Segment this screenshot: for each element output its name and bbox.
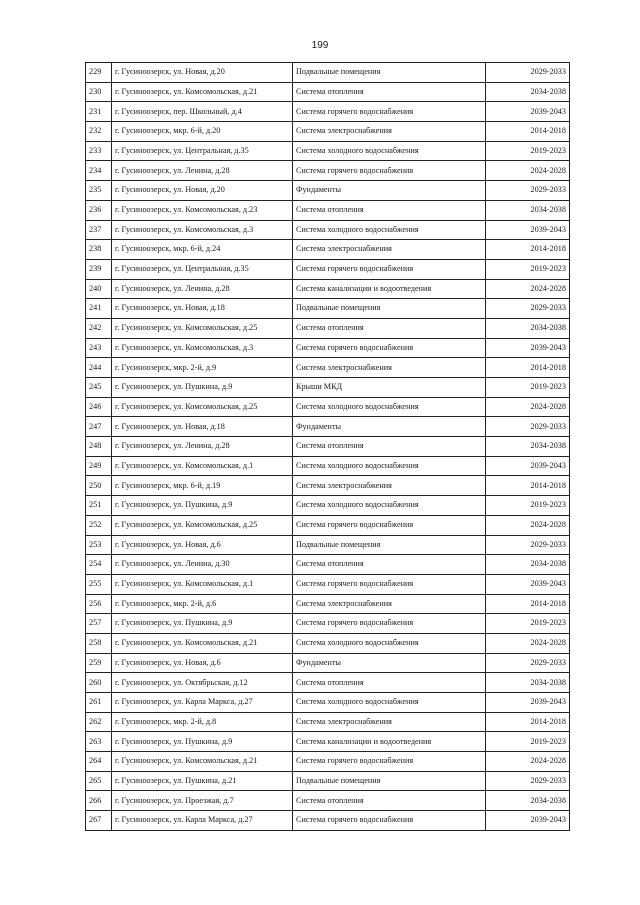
table-row <box>86 63 570 83</box>
table-row <box>86 279 570 299</box>
period-cell: 2029-2033 <box>486 771 570 791</box>
period-cell: 2014-2018 <box>486 712 570 732</box>
address-cell: г. Гусиноозерск, ул. Новая, д.6 <box>112 653 293 673</box>
period-cell: 2024-2028 <box>486 279 570 299</box>
row-number: 231 <box>86 102 112 122</box>
row-number: 254 <box>86 555 112 575</box>
table-row <box>86 102 570 122</box>
table-row <box>86 496 570 516</box>
building-system-cell: Система горячего водоснабжения <box>293 338 486 358</box>
building-system-cell: Система горячего водоснабжения <box>293 752 486 772</box>
address-cell: г. Гусиноозерск, ул. Комсомольская, д.21 <box>112 752 293 772</box>
period-cell: 2039-2043 <box>486 220 570 240</box>
table-row <box>86 456 570 476</box>
period-cell: 2019-2023 <box>486 614 570 634</box>
period-cell: 2034-2038 <box>486 200 570 220</box>
table-row <box>86 437 570 457</box>
address-cell: г. Гусиноозерск, ул. Пушкина, д.9 <box>112 496 293 516</box>
address-cell: г. Гусиноозерск, ул. Ленина, д.28 <box>112 161 293 181</box>
row-number: 250 <box>86 476 112 496</box>
address-cell: г. Гусиноозерск, ул. Проезжая, д.7 <box>112 791 293 811</box>
table-row <box>86 515 570 535</box>
period-cell: 2024-2028 <box>486 161 570 181</box>
row-number: 234 <box>86 161 112 181</box>
table-row <box>86 338 570 358</box>
period-cell: 2039-2043 <box>486 338 570 358</box>
address-cell: г. Гусиноозерск, ул. Карла Маркса, д.27 <box>112 693 293 713</box>
table-row <box>86 476 570 496</box>
row-number: 241 <box>86 299 112 319</box>
address-cell: г. Гусиноозерск, мкр. 6-й, д.19 <box>112 476 293 496</box>
period-cell: 2014-2018 <box>486 594 570 614</box>
table-row <box>86 653 570 673</box>
building-system-cell: Система отопления <box>293 200 486 220</box>
address-cell: г. Гусиноозерск, ул. Комсомольская, д.25 <box>112 397 293 417</box>
table-row <box>86 417 570 437</box>
row-number: 233 <box>86 141 112 161</box>
period-cell: 2039-2043 <box>486 574 570 594</box>
row-number: 249 <box>86 456 112 476</box>
building-system-cell: Система горячего водоснабжения <box>293 259 486 279</box>
table-row <box>86 82 570 102</box>
table-row <box>86 378 570 398</box>
building-system-cell: Система горячего водоснабжения <box>293 574 486 594</box>
building-system-cell: Подвальные помещения <box>293 299 486 319</box>
period-cell: 2014-2018 <box>486 358 570 378</box>
table-row <box>86 594 570 614</box>
address-cell: г. Гусиноозерск, ул. Ленина, д.28 <box>112 437 293 457</box>
building-system-cell: Система отопления <box>293 82 486 102</box>
period-cell: 2024-2028 <box>486 397 570 417</box>
building-system-cell: Система горячего водоснабжения <box>293 811 486 831</box>
address-cell: г. Гусиноозерск, ул. Комсомольская, д.3 <box>112 338 293 358</box>
table-body <box>86 63 570 831</box>
address-cell: г. Гусиноозерск, пер. Школьный, д.4 <box>112 102 293 122</box>
period-cell: 2019-2023 <box>486 378 570 398</box>
building-system-cell: Фундаменты <box>293 181 486 201</box>
period-cell: 2019-2023 <box>486 259 570 279</box>
building-system-cell: Система холодного водоснабжения <box>293 496 486 516</box>
row-number: 264 <box>86 752 112 772</box>
address-cell: г. Гусиноозерск, ул. Центральная, д.35 <box>112 259 293 279</box>
period-cell: 2029-2033 <box>486 653 570 673</box>
building-system-cell: Система холодного водоснабжения <box>293 633 486 653</box>
period-cell: 2034-2038 <box>486 82 570 102</box>
row-number: 263 <box>86 732 112 752</box>
row-number: 236 <box>86 200 112 220</box>
table-row <box>86 220 570 240</box>
row-number: 230 <box>86 82 112 102</box>
table-row <box>86 791 570 811</box>
building-system-cell: Система холодного водоснабжения <box>293 693 486 713</box>
address-cell: г. Гусиноозерск, ул. Комсомольская, д.21 <box>112 633 293 653</box>
period-cell: 2039-2043 <box>486 811 570 831</box>
building-system-cell: Система горячего водоснабжения <box>293 161 486 181</box>
row-number: 246 <box>86 397 112 417</box>
building-system-cell: Система электроснабжения <box>293 240 486 260</box>
row-number: 253 <box>86 535 112 555</box>
building-system-cell: Система электроснабжения <box>293 122 486 142</box>
address-cell: г. Гусиноозерск, ул. Ленина, д.28 <box>112 279 293 299</box>
table-row <box>86 200 570 220</box>
building-system-cell: Подвальные помещения <box>293 535 486 555</box>
table-row <box>86 181 570 201</box>
address-cell: г. Гусиноозерск, ул. Новая, д.18 <box>112 299 293 319</box>
table-row <box>86 771 570 791</box>
period-cell: 2024-2028 <box>486 515 570 535</box>
address-cell: г. Гусиноозерск, ул. Ленина, д.30 <box>112 555 293 575</box>
period-cell: 2029-2033 <box>486 535 570 555</box>
address-cell: г. Гусиноозерск, ул. Пушкина, д.9 <box>112 732 293 752</box>
table-row <box>86 811 570 831</box>
building-system-cell: Подвальные помещения <box>293 771 486 791</box>
row-number: 265 <box>86 771 112 791</box>
period-cell: 2014-2018 <box>486 122 570 142</box>
address-cell: г. Гусиноозерск, ул. Центральная, д.35 <box>112 141 293 161</box>
building-system-cell: Система отопления <box>293 318 486 338</box>
row-number: 244 <box>86 358 112 378</box>
address-cell: г. Гусиноозерск, мкр. 2-й, д.6 <box>112 594 293 614</box>
period-cell: 2034-2038 <box>486 437 570 457</box>
period-cell: 2029-2033 <box>486 63 570 83</box>
row-number: 261 <box>86 693 112 713</box>
building-system-cell: Система холодного водоснабжения <box>293 397 486 417</box>
building-system-cell: Система электроснабжения <box>293 476 486 496</box>
building-system-cell: Фундаменты <box>293 417 486 437</box>
building-system-cell: Система холодного водоснабжения <box>293 456 486 476</box>
building-system-cell: Система канализации и водоотведения <box>293 279 486 299</box>
building-system-cell: Система холодного водоснабжения <box>293 220 486 240</box>
period-cell: 2019-2023 <box>486 141 570 161</box>
period-cell: 2024-2028 <box>486 633 570 653</box>
row-number: 251 <box>86 496 112 516</box>
address-cell: г. Гусиноозерск, ул. Пушкина, д.9 <box>112 614 293 634</box>
table-row <box>86 161 570 181</box>
period-cell: 2034-2038 <box>486 555 570 575</box>
period-cell: 2034-2038 <box>486 791 570 811</box>
building-system-cell: Система электроснабжения <box>293 358 486 378</box>
address-cell: г. Гусиноозерск, ул. Новая, д.6 <box>112 535 293 555</box>
period-cell: 2014-2018 <box>486 240 570 260</box>
building-system-cell: Система горячего водоснабжения <box>293 614 486 634</box>
address-cell: г. Гусиноозерск, мкр. 6-й, д.20 <box>112 122 293 142</box>
building-system-cell: Система отопления <box>293 555 486 575</box>
table-row <box>86 555 570 575</box>
row-number: 238 <box>86 240 112 260</box>
row-number: 243 <box>86 338 112 358</box>
table-row <box>86 358 570 378</box>
address-cell: г. Гусиноозерск, ул. Пушкина, д.21 <box>112 771 293 791</box>
address-cell: г. Гусиноозерск, ул. Комсомольская, д.25 <box>112 318 293 338</box>
table-row <box>86 614 570 634</box>
period-cell: 2039-2043 <box>486 456 570 476</box>
table-row <box>86 732 570 752</box>
row-number: 235 <box>86 181 112 201</box>
building-system-cell: Система электроснабжения <box>293 712 486 732</box>
building-system-cell: Крыши МКД <box>293 378 486 398</box>
building-system-cell: Система электроснабжения <box>293 594 486 614</box>
address-cell: г. Гусиноозерск, мкр. 2-й, д.9 <box>112 358 293 378</box>
row-number: 262 <box>86 712 112 732</box>
building-system-cell: Система канализации и водоотведения <box>293 732 486 752</box>
row-number: 267 <box>86 811 112 831</box>
table-row <box>86 122 570 142</box>
address-cell: г. Гусиноозерск, мкр. 2-й, д.8 <box>112 712 293 732</box>
table-row <box>86 712 570 732</box>
row-number: 260 <box>86 673 112 693</box>
building-system-cell: Система холодного водоснабжения <box>293 141 486 161</box>
table-row <box>86 535 570 555</box>
address-cell: г. Гусиноозерск, ул. Комсомольская, д.21 <box>112 82 293 102</box>
period-cell: 2039-2043 <box>486 102 570 122</box>
row-number: 257 <box>86 614 112 634</box>
building-system-cell: Подвальные помещения <box>293 63 486 83</box>
row-number: 247 <box>86 417 112 437</box>
period-cell: 2029-2033 <box>486 299 570 319</box>
address-cell: г. Гусиноозерск, ул. Новая, д.20 <box>112 63 293 83</box>
building-system-cell: Система горячего водоснабжения <box>293 102 486 122</box>
row-number: 237 <box>86 220 112 240</box>
building-system-cell: Система отопления <box>293 437 486 457</box>
row-number: 240 <box>86 279 112 299</box>
period-cell: 2014-2018 <box>486 476 570 496</box>
table-row <box>86 141 570 161</box>
row-number: 256 <box>86 594 112 614</box>
row-number: 266 <box>86 791 112 811</box>
building-system-cell: Фундаменты <box>293 653 486 673</box>
address-cell: г. Гусиноозерск, ул. Октябрьская, д.12 <box>112 673 293 693</box>
row-number: 232 <box>86 122 112 142</box>
row-number: 255 <box>86 574 112 594</box>
row-number: 248 <box>86 437 112 457</box>
row-number: 259 <box>86 653 112 673</box>
address-cell: г. Гусиноозерск, ул. Комсомольская, д.1 <box>112 574 293 594</box>
address-cell: г. Гусиноозерск, ул. Карла Маркса, д.27 <box>112 811 293 831</box>
row-number: 252 <box>86 515 112 535</box>
row-number: 245 <box>86 378 112 398</box>
period-cell: 2034-2038 <box>486 673 570 693</box>
table-row <box>86 633 570 653</box>
period-cell: 2039-2043 <box>486 693 570 713</box>
address-cell: г. Гусиноозерск, ул. Новая, д.18 <box>112 417 293 437</box>
period-cell: 2029-2033 <box>486 181 570 201</box>
period-cell: 2019-2023 <box>486 496 570 516</box>
table-row <box>86 693 570 713</box>
table-row <box>86 673 570 693</box>
period-cell: 2034-2038 <box>486 318 570 338</box>
period-cell: 2029-2033 <box>486 417 570 437</box>
period-cell: 2019-2023 <box>486 732 570 752</box>
table-row <box>86 574 570 594</box>
building-system-cell: Система отопления <box>293 673 486 693</box>
row-number: 239 <box>86 259 112 279</box>
address-cell: г. Гусиноозерск, мкр. 6-й, д.24 <box>112 240 293 260</box>
table-row <box>86 318 570 338</box>
address-cell: г. Гусиноозерск, ул. Пушкина, д.9 <box>112 378 293 398</box>
page-number: 199 <box>311 40 329 51</box>
address-cell: г. Гусиноозерск, ул. Комсомольская, д.3 <box>112 220 293 240</box>
row-number: 258 <box>86 633 112 653</box>
row-number: 242 <box>86 318 112 338</box>
table-row <box>86 752 570 772</box>
table-row <box>86 299 570 319</box>
building-system-cell: Система горячего водоснабжения <box>293 515 486 535</box>
address-cell: г. Гусиноозерск, ул. Новая, д.20 <box>112 181 293 201</box>
repair-schedule-table <box>85 62 570 831</box>
address-cell: г. Гусиноозерск, ул. Комсомольская, д.1 <box>112 456 293 476</box>
table-row <box>86 397 570 417</box>
period-cell: 2024-2028 <box>486 752 570 772</box>
address-cell: г. Гусиноозерск, ул. Комсомольская, д.23 <box>112 200 293 220</box>
address-cell: г. Гусиноозерск, ул. Комсомольская, д.25 <box>112 515 293 535</box>
table-row <box>86 259 570 279</box>
table-row <box>86 240 570 260</box>
building-system-cell: Система отопления <box>293 791 486 811</box>
row-number: 229 <box>86 63 112 83</box>
